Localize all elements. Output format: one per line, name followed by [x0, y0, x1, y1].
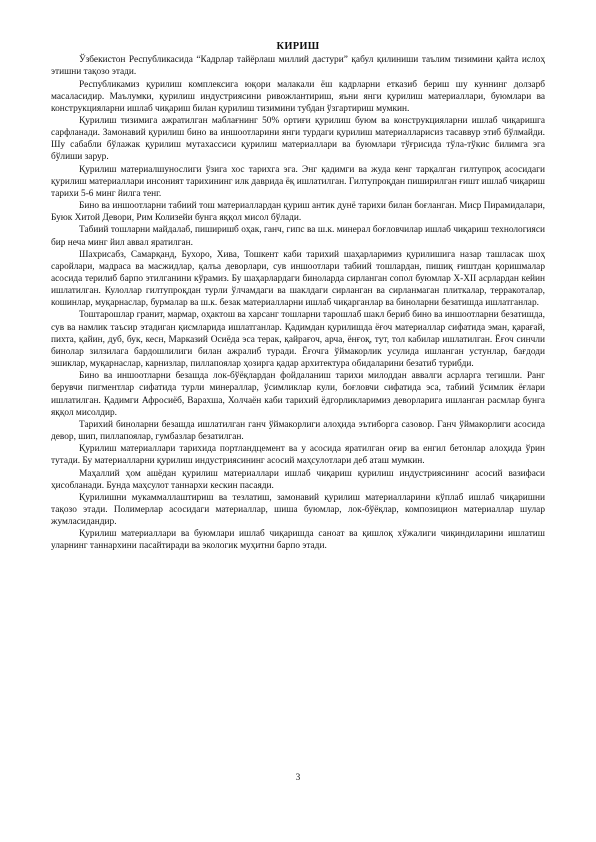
paragraph-8: Тоштарошлар гранит, мармар, оҳактош ва харсанг тошларни тарошлаб шакл бериб бино ва иншоотларни безатишда, сув ва намлик таъсир этадиган қисмларида ишлатганлар. Қадимдан қурилишда ёғоч материаллар сифатида эман, қарағай, пихта, қайин, дуб, бук, кесн, Марказий Осиёда эса терак, қайрағоч, арча, ёнғоқ, тут, тол кабилар ишлатилган. Ёғоч синчли бинолар зилзилага бардошлилиги билан ажралиб туради. Ёғочга ўймакорлик усулида ишланган устунлар, бағдоди эшиклар, муқарнаслар, карнизлар, пиллапоялар ҳозирга қадар архитектура обидаларини безатиб турибди.: [51, 310, 545, 370]
paragraph-13: Қурилишни мукаммаллаштириш ва тезлатиш, замонавий қурилиш материалларини кўплаб ишлаб чиқаришни тақозо этади. Полимерлар асосидаги материаллар, шиша буюмлар, лок-бўёқлар, композицион материаллар шулар жумласидандир.: [51, 492, 545, 528]
section-heading: КИРИШ: [276, 41, 320, 52]
paragraph-12: Маҳаллий ҳом ашёдан қурилиш материаллари ишлаб чиқариш қурилиш индустриясининг асосий вазифаси ҳисобланади. Бунда маҳсулот таннархи кескин пасаяди.: [51, 468, 545, 491]
paragraph-2: Республикамиз қурилиш комплексига юқори малакали ёш кадрларни етказиб бериш шу куннинг долзарб масаласидир. Маълумки, қурилиш индустриясини ривожлантириш, яъни янги қурилиш материаллари, буюмлари ва конструкцияларни ишлаб чиқариш билан қурилиш тизимини тубдан ўзгартириш мумкин.: [51, 79, 545, 114]
paragraph-5: Бино ва иншоотларни табиий тош материаллардан қуриш антик дунё тарихи билан боғланган. Миср Пирамидалари, Буюк Хитой Девори, Рим Колизейи бунга яққол мисол бўлади.: [51, 201, 545, 224]
paragraph-6: Табиий тошларни майдалаб, пиширишб оҳак, ганч, гипс ва ш.к. минерал боғловчилар ишлаб чиқариш технологияси бир неча минг йил аввал яратилган.: [51, 225, 545, 248]
page-content: [51, 41, 545, 553]
paragraph-10: Тарихий биноларни безашда ишлатилган ганч ўймакорлиги алоҳида эътиборга сазовор. Ганч ўймакорлиги асосида девор, шип, пиллапоялар, гумбазлар безатилган.: [51, 419, 545, 443]
paragraph-9: Бино ва иншоотларни безашда лок-бўёқлардан фойдаланиш тарихи милоддан аввалги асрларга тегишли. Ранг берувчи пигментлар сифатида турли минераллар, ўсимликлар кули, боғловчи сифатида эса, табиий ўсимлик ёғлари ишлатилган. Қадимги Афросиёб, Варахша, Холчаён каби тарихий ёдгорликларимиз деворларига ишланган расмлар бунга яққол мисолдир.: [51, 371, 545, 418]
page-number: 3: [295, 773, 301, 783]
paragraph-1: Ўзбекистон Республикасида “Кадрлар тайёрлаш миллий дастури” қабул қилиниши таълим тизимини қайта ислоҳ этишни тақозо этади.: [51, 55, 545, 78]
paragraph-7: Шахрисабз, Самарқанд, Бухоро, Хива, Тошкент каби тарихий шаҳарларимиз қурилишига назар ташласак шоҳ саройлари, мадраса ва масжидлар, қалъа деворлари, сув иншоотлари табиий тошлардан, пишиқ ғиштдан қоришмалар асосида терилиб барпо этилганини кўрамиз. Бу шаҳарлардаги биноларда сирланган сопол буюмлар X-XII асрлардан кейин ишлатилган. Кулоллар гилтупроқдан турли ўлчамдаги ва шаклдаги сирланган ва сирланмаган плиткалар, терракоталар, кошинлар, муқарнаслар, бурмалар ва ш.к. безак материалларни ишлаб чиқарганлар ва биноларни безатишда ишлатганлар.: [51, 249, 545, 309]
paragraph-14: Қурилиш материаллари ва буюмлари ишлаб чиқаришда саноат ва қишлоқ хўжалиги чиқиндиларини ишлатиш уларнинг таннархини пасайтиради ва экологик муҳитни барпо этади.: [51, 529, 545, 552]
paragraph-11: Қурилиш материаллари тарихида портландцемент ва у асосида яратилган оғир ва енгил бетонлар алоҳида ўрин тутади. Бу материалларни қурилиш индустриясининг асосий маҳсулотлари деб аташ мумкин.: [51, 444, 545, 467]
paragraph-4: Қурилиш материалшунослиги ўзига хос тарихга эга. Энг қадимги ва жуда кенг тарқалган гилтупроқ асосидаги қурилиш материаллари инсоният тарихининг илк даврида ёқ ишлатилган. Гилтупроқдан пиширилган ғишт ишлаб чиқариш тарихи 5-6 минг йилга тенг.: [51, 164, 545, 199]
paragraph-3: Қурилиш тизимига ажратилган маблағнинг 50% ортиғи қурилиш буюм ва конструкцияларни ишлаб чиқаришга сарфланади. Замонавий қурилиш бино ва иншоотларини янги турдаги қурилиш материалларисиз тасаввур этиб бўлмайди. Шу сабабли бўлажак қурилиш мутахассиси қурилиш материаллари ва буюмлари тўғрисида тўла-тўкис билимга эга бўлиши зарур.: [51, 115, 545, 163]
